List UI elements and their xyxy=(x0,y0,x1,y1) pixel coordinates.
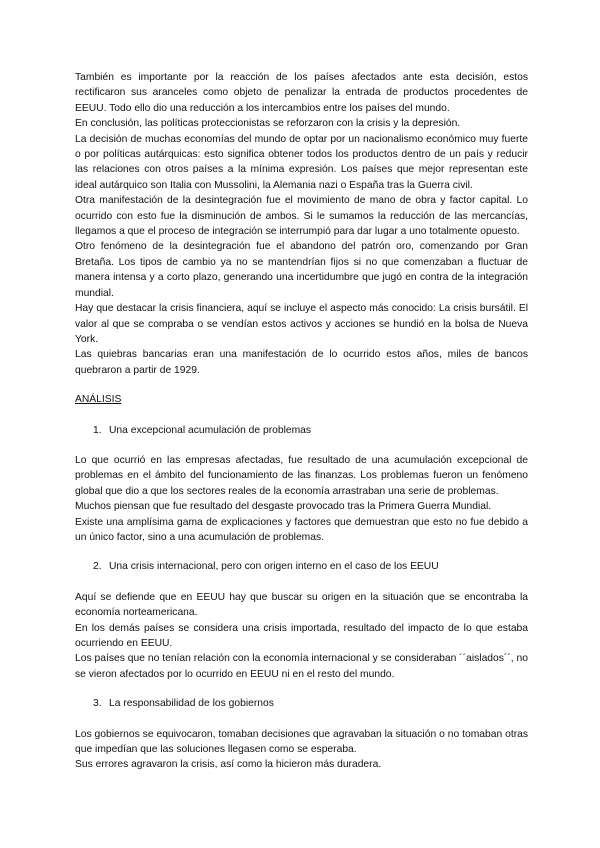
paragraph: Otro fenómeno de la desintegración fue el abandono del patrón oro, comenzando por Gran Bretaña. Los tipos de cambio ya no se mantendrían fijos si no que comenzaban a fluctuar de manera intensa y a corto plazo, generando una incertidumbre que jugó en contra de la integración mundial. xyxy=(75,241,528,299)
paragraph: Aquí se defiende que en EEUU hay que buscar su origen en la situación que se encontraba la economía norteamericana. xyxy=(75,591,528,619)
section-heading-3 xyxy=(93,696,528,711)
paragraph: Otra manifestación de la desintegración fue el movimiento de mano de obra y factor capital. Lo ocurrido con esto fue la disminución de ambos. Si le sumamos la reducción de las mercancías, llegamos a que el proceso de integración se interrumpió para dar lugar a uno totalmente opuesto. xyxy=(75,195,528,238)
paragraph: Existe una amplísima gama de explicaciones y factores que demuestran que esto no fue debido a un único factor, sino a una acumulación de problemas. xyxy=(75,516,528,543)
paragraph: Los gobiernos se equivocaron, tomaban decisiones que agravaban la situación o no tomaban otras que impedían que las soluciones llegasen como se esperaba. xyxy=(75,728,528,756)
section-heading-1 xyxy=(93,423,528,438)
section-title: La responsabilidad de los gobiernos xyxy=(109,698,274,710)
analysis-heading: ANÁLISIS xyxy=(75,394,122,406)
document-body xyxy=(75,70,528,773)
section-title: Una crisis internacional, pero con origen interno en el caso de los EEUU xyxy=(109,561,439,573)
paragraph: En los demás países se considera una crisis importada, resultado del impacto de lo que estaba ocurriendo en EEUU. xyxy=(75,622,528,649)
paragraph: Las quiebras bancarias eran una manifestación de lo ocurrido estos años, miles de bancos quebraron a partir de 1929. xyxy=(75,349,528,376)
paragraph: Muchos piensan que fue resultado del desgaste provocado tras la Primera Guerra Mundial. xyxy=(75,501,492,513)
section-number: 3. xyxy=(93,698,102,710)
section-number: 1. xyxy=(93,424,102,436)
section-title: Una excepcional acumulación de problemas xyxy=(109,424,312,436)
paragraph: Hay que destacar la crisis financiera, aquí se incluye el aspecto más conocido: La crisis bursátil. El valor al que se compraba o se vendían estos activos y acciones se hundió en la bolsa de Nueva York. xyxy=(75,303,528,345)
paragraph: La decisión de muchas economías del mundo de optar por un nacionalismo económico muy fuerte o por políticas autárquicas: esto significa obtener todos los productos dentro de un país y reducir las relaciones con otros países a la mínima expresión. Los países que mejor representan este ideal autárquico son Italia con Mussolini, la Alemania nazi o España tras la Guerra civil. xyxy=(75,133,528,191)
section-number: 2. xyxy=(93,561,102,573)
paragraph: Lo que ocurrió en las empresas afectadas, fue resultado de una acumulación excepcional de problemas en el ámbito del funcionamiento de las finanzas. Los problemas fueron un fenómeno global que dio a que los sectores reales de la economía arrastraban una serie de problemas. xyxy=(75,454,528,497)
paragraph: También es importante por la reacción de los países afectados ante esta decisión, estos rectificaron sus aranceles como objeto de penalizar la entrada de productos procedentes de EEUU. Todo ello dio una reducción a los intercambios entre los países del mundo. xyxy=(75,72,528,114)
section-heading-2 xyxy=(93,559,528,574)
paragraph: En conclusión, las políticas proteccionistas se reforzaron con la crisis y la depresión. xyxy=(75,118,461,130)
paragraph: Los países que no tenían relación con la economía internacional y se consideraban ´´aislados´´, no se vieron afectados por lo ocurrido en EEUU ni en el resto del mundo. xyxy=(75,653,528,680)
paragraph: Sus errores agravaron la crisis, así como la hicieron más duradera. xyxy=(75,759,382,771)
